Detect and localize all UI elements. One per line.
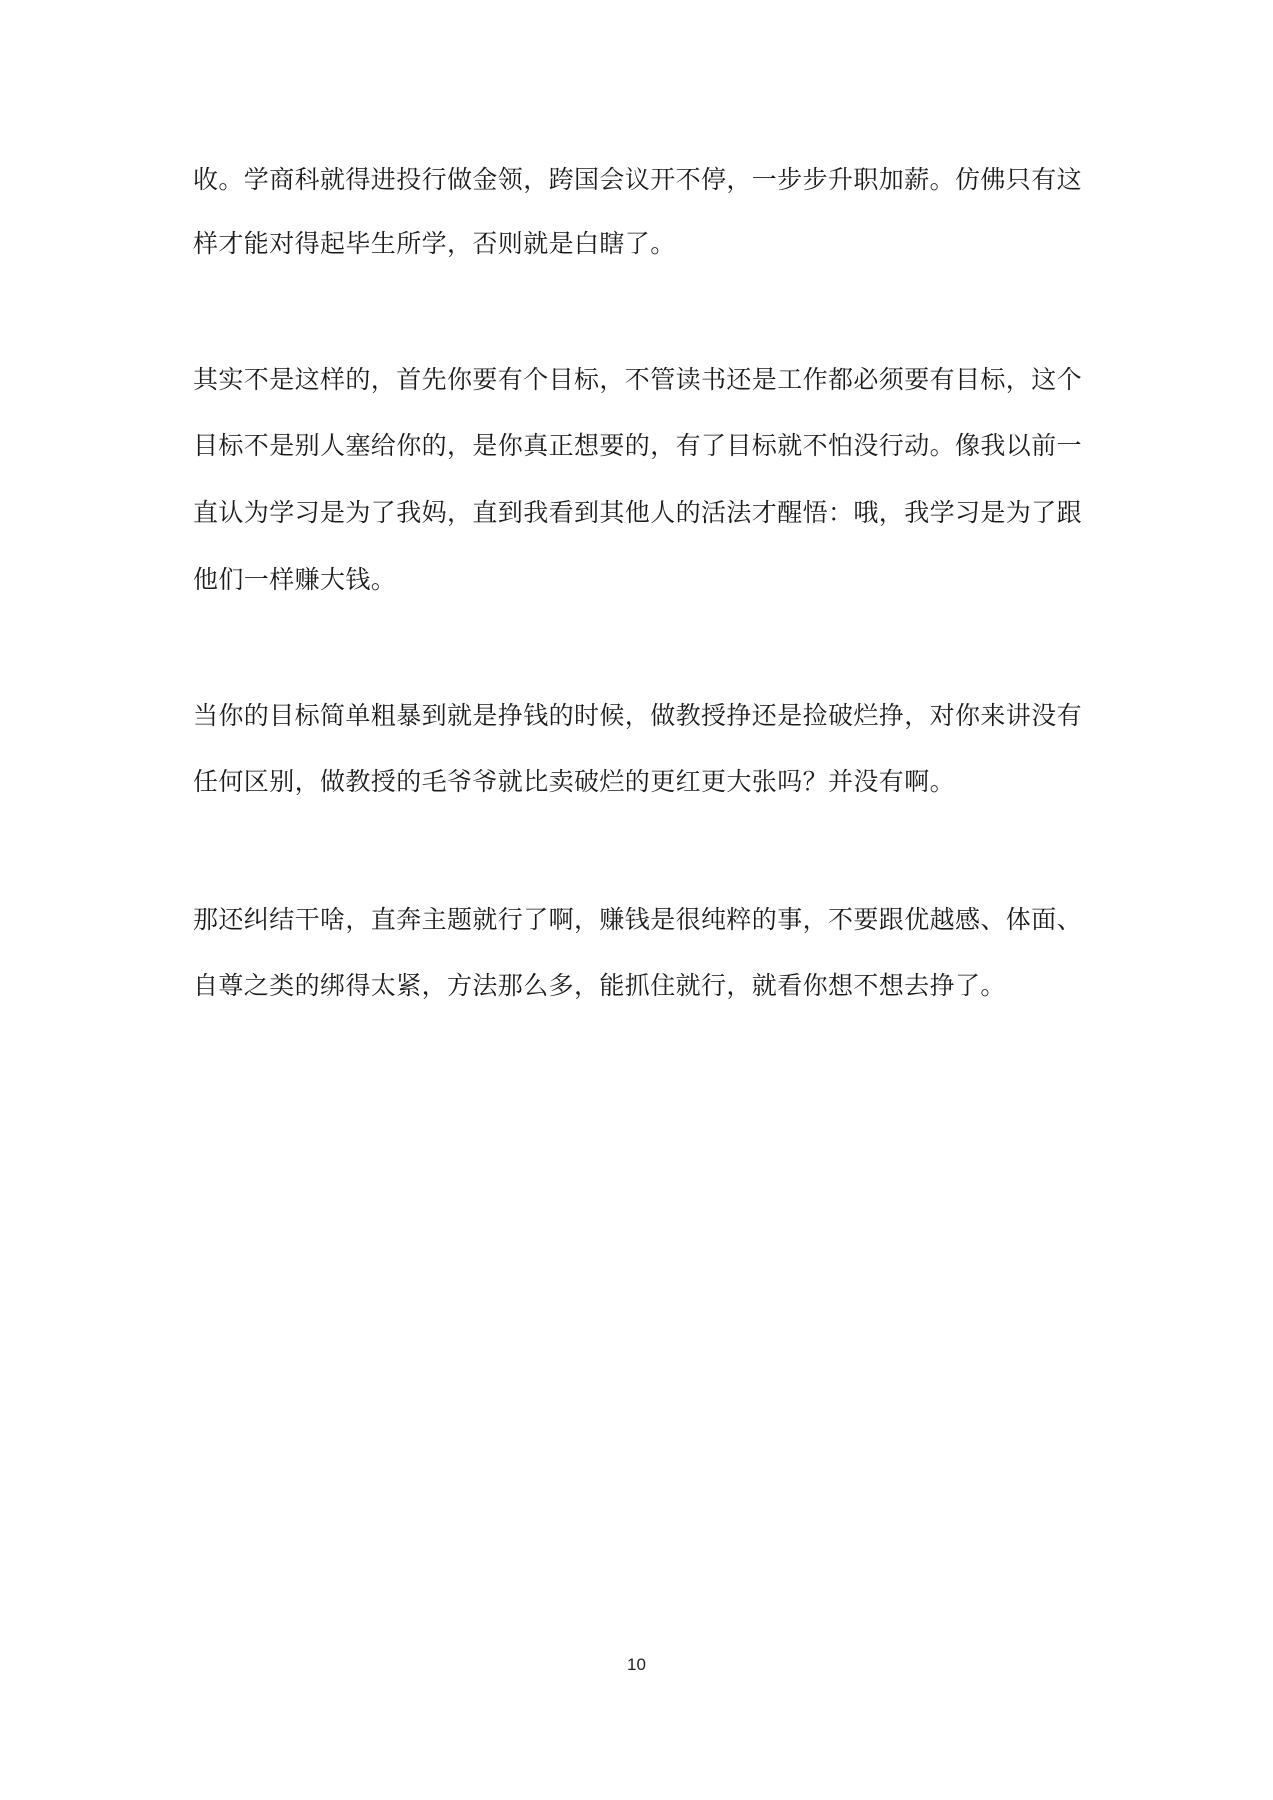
text-line: 自尊之类的绑得太紧，方法那么多，能抓住就行，就看你想不想去挣了。	[193, 971, 1006, 1000]
text-line: 其实不是这样的，首先你要有个目标，不管读书还是工作都必须要有目标，这个	[193, 365, 1083, 394]
text-line: 样才能对得起毕生所学，否则就是白瞎了。	[193, 229, 676, 258]
text-line: 目标不是别人塞给你的，是你真正想要的，有了目标就不怕没行动。像我以前一	[193, 431, 1083, 460]
text-line: 收。学商科就得进投行做金领，跨国会议开不停，一步步升职加薪。仿佛只有这	[193, 165, 1083, 194]
page-number: 10	[627, 1655, 646, 1674]
text-line: 任何区别，做教授的毛爷爷就比卖破烂的更红更大张吗？并没有啊。	[193, 767, 956, 796]
text-line: 直认为学习是为了我妈，直到我看到其他人的活法才醒悟：哦，我学习是为了跟	[193, 498, 1083, 527]
text-line: 当你的目标简单粗暴到就是挣钱的时候，做教授挣还是捡破烂挣，对你来讲没有	[193, 701, 1083, 730]
text-line: 他们一样赚大钱。	[193, 565, 397, 594]
text-line: 那还纠结干啥，直奔主题就行了啊，赚钱是很纯粹的事，不要跟优越感、体面、	[193, 905, 1083, 934]
